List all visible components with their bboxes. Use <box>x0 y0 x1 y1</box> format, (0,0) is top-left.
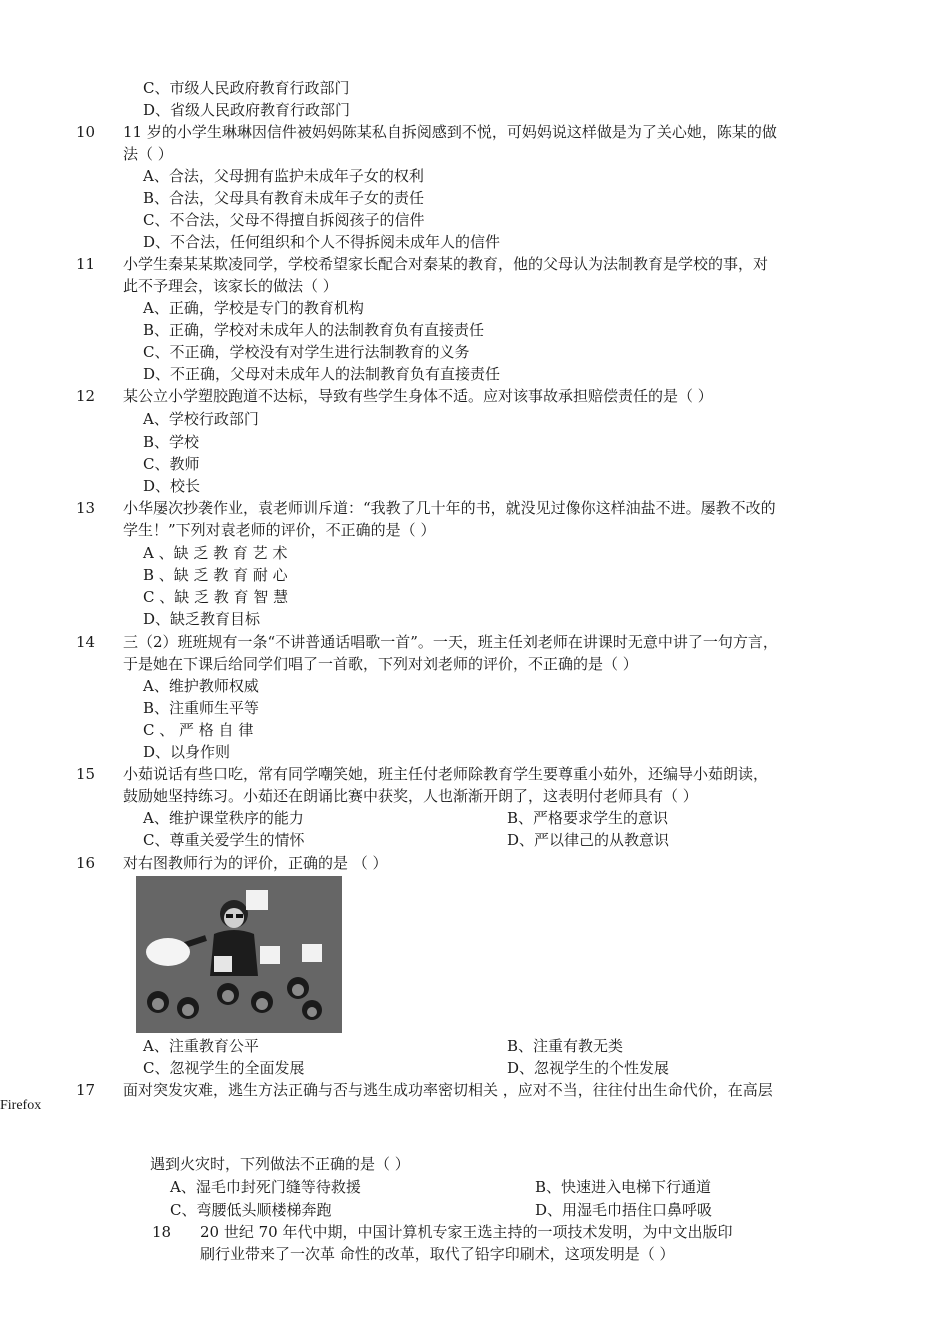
question-stem: 小茹说话有些口吃，常有同学嘲笑她，班主任付老师除教育学生要尊重小茹外，还编导小茹朗读， <box>123 765 769 783</box>
question-stem: 学生！”下列对袁老师的评价，不正确的是（ ） <box>123 521 436 539</box>
option-d: D、不合法，任何组织和个人不得拆阅未成年人的信件 <box>143 233 501 251</box>
question-number: 15 <box>76 765 96 783</box>
question-stem: 刷行业带来了一次革 命性的改革，取代了铅字印刷术，这项发明是（ ） <box>200 1245 675 1263</box>
option-d: D、缺乏教育目标 <box>143 610 261 628</box>
option-c: C、弯腰低头顺楼梯奔跑 <box>170 1201 332 1219</box>
option-d: D、忽视学生的个性发展 <box>507 1059 670 1077</box>
option-d: D、不正确，父母对未成年人的法制教育负有直接责任 <box>143 365 501 383</box>
option-c: C、不正确，学校没有对学生进行法制教育的义务 <box>143 343 470 361</box>
browser-footer-label: Firefox <box>0 1098 42 1113</box>
option-d: D、校长 <box>143 477 201 495</box>
option-a: A、湿毛巾封死门缝等待救援 <box>170 1178 361 1196</box>
question-stem: 于是她在下课后给同学们唱了一首歌，下列对刘老师的评价，不正确的是（ ） <box>123 655 638 673</box>
question-stem: 三（2）班班规有一条“不讲普通话唱歌一首”。一天，班主任刘老师在讲课时无意中讲了一句方言， <box>123 633 778 651</box>
teacher-classroom-drawing <box>136 876 342 1033</box>
question-stem: 面对突发灾难，逃生方法正确与否与逃生成功率密切相关 ，应对不当，往往付出生命代价，在高层 <box>123 1081 773 1099</box>
question-stem: 鼓励她坚持练习。小茹还在朗诵比赛中获奖，人也渐渐开朗了，这表明付老师具有（ ） <box>123 787 698 805</box>
option-c: C、忽视学生的全面发展 <box>143 1059 305 1077</box>
question-number: 14 <box>76 633 96 651</box>
option-a: A、注重教育公平 <box>143 1037 259 1055</box>
question-number: 11 <box>76 255 96 273</box>
option-b: B、学校 <box>143 433 200 451</box>
question-number: 13 <box>76 499 96 517</box>
option-d: D、用湿毛巾捂住口鼻呼吸 <box>535 1201 713 1219</box>
option-b: B、快速进入电梯下行通道 <box>535 1178 712 1196</box>
option-b: B、正确，学校对未成年人的法制教育负有直接责任 <box>143 321 485 339</box>
option-a: A、维护教师权威 <box>143 677 259 695</box>
option-b: B、严格要求学生的意识 <box>507 809 669 827</box>
option-c: C、不合法，父母不得擅自拆阅孩子的信件 <box>143 211 425 229</box>
option-a: A、合法，父母拥有监护未成年子女的权利 <box>143 167 424 185</box>
question-stem: 11 岁的小学生琳琳因信件被妈妈陈某私自拆阅感到不悦，可妈妈说这样做是为了关心她，陈某的做 <box>123 123 777 141</box>
question-number: 17 <box>76 1081 96 1099</box>
option-a: A、维护课堂秩序的能力 <box>143 809 304 827</box>
option-b: B 、缺 乏 教 育 耐 心 <box>143 566 288 584</box>
question-stem: 20 世纪 70 年代中期，中国计算机专家王选主持的一项技术发明，为中文出版印 <box>200 1223 733 1241</box>
question-stem: 对右图教师行为的评价，正确的是 （ ） <box>123 854 388 872</box>
question-stem: 某公立小学塑胶跑道不达标，导致有些学生身体不适。应对该事故承担赔偿责任的是（ ） <box>123 387 713 405</box>
question-number: 10 <box>76 123 96 141</box>
question-stem: 法（ ） <box>123 145 173 163</box>
question-number: 16 <box>76 854 96 872</box>
option-d: D、以身作则 <box>143 743 231 761</box>
question-stem: 遇到火灾时，下列做法不正确的是（ ） <box>150 1155 410 1173</box>
option-d: D、省级人民政府教育行政部门 <box>143 101 351 119</box>
option-c: C 、 严 格 自 律 <box>143 721 254 739</box>
option-b: B、合法，父母具有教育未成年子女的责任 <box>143 189 425 207</box>
option-a: A 、缺 乏 教 育 艺 术 <box>143 544 288 562</box>
option-b: B、注重有教无类 <box>507 1037 624 1055</box>
option-c: C、教师 <box>143 455 200 473</box>
question-number: 12 <box>76 387 96 405</box>
question-stem: 此不予理会，该家长的做法（ ） <box>123 277 338 295</box>
option-c: C 、缺 乏 教 育 智 慧 <box>143 588 289 606</box>
teacher-illustration <box>136 876 342 1033</box>
option-d: D、严以律己的从教意识 <box>507 831 670 849</box>
option-a: A、正确，学校是专门的教育机构 <box>143 299 364 317</box>
option-a: A、学校行政部门 <box>143 410 259 428</box>
option-c: C、尊重关爱学生的情怀 <box>143 831 305 849</box>
question-stem: 小华屡次抄袭作业，袁老师训斥道：“我教了几十年的书，就没见过像你这样油盐不进。屡教不改的 <box>123 499 776 517</box>
option-b: B、注重师生平等 <box>143 699 260 717</box>
option-c: C、市级人民政府教育行政部门 <box>143 79 350 97</box>
question-stem: 小学生秦某某欺凌同学，学校希望家长配合对秦某的教育，他的父母认为法制教育是学校的事，对 <box>123 255 769 273</box>
question-number: 18 <box>152 1223 172 1241</box>
